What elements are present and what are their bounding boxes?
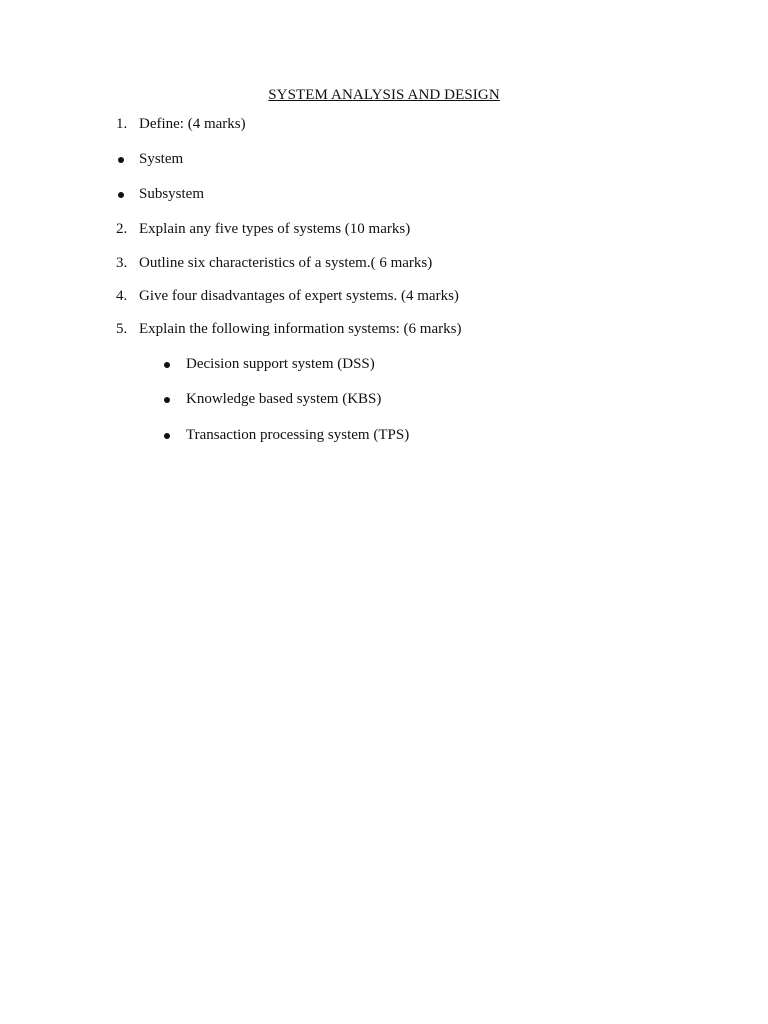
question-3-text: Outline six characteristics of a system.( 6 marks) <box>139 255 433 271</box>
list-item-kbs: Knowledge based system (KBS) <box>186 391 382 407</box>
list-item-subsystem: Subsystem <box>139 186 205 202</box>
document-title: SYSTEM ANALYSIS AND DESIGN <box>268 87 500 103</box>
bullet-icon <box>118 192 124 198</box>
question-5-text: Explain the following information systems: (6 marks) <box>139 321 462 337</box>
question-4-text: Give four disadvantages of expert systems. (4 marks) <box>139 288 459 304</box>
list-item-system: System <box>139 151 184 167</box>
bullet-icon <box>164 362 170 368</box>
bullet-icon <box>118 157 124 163</box>
list-number-5: 5. <box>116 321 128 337</box>
list-item-tps: Transaction processing system (TPS) <box>186 427 410 443</box>
list-number-2: 2. <box>116 221 128 237</box>
list-item-dss: Decision support system (DSS) <box>186 356 375 372</box>
bullet-icon <box>164 433 170 439</box>
question-1-text: Define: (4 marks) <box>139 116 246 132</box>
bullet-icon <box>164 397 170 403</box>
list-number-3: 3. <box>116 255 128 271</box>
question-2-text: Explain any five types of systems (10 marks) <box>139 221 411 237</box>
list-number-4: 4. <box>116 288 128 304</box>
list-number-1: 1. <box>116 116 128 132</box>
